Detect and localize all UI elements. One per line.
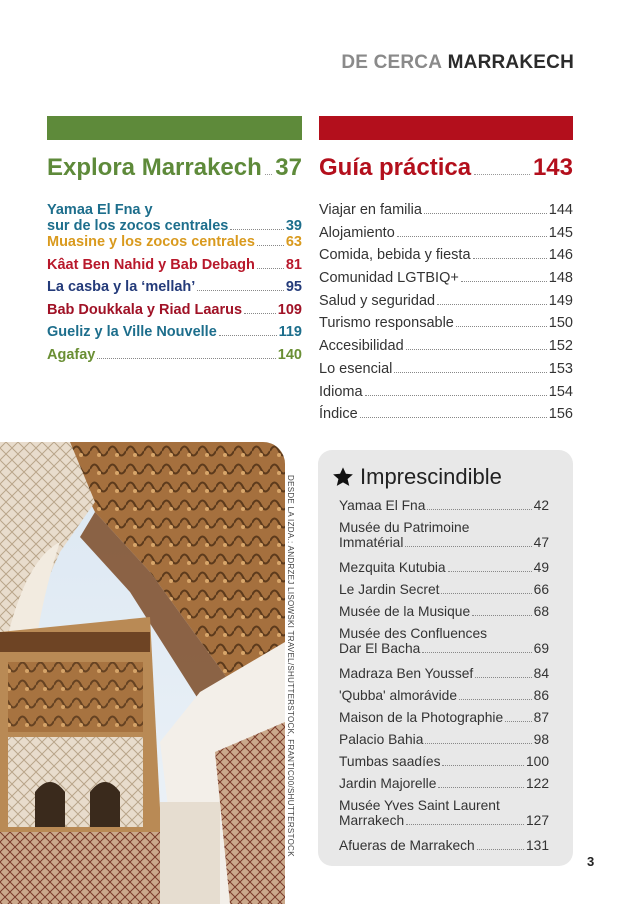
toc-entry[interactable]: Agafay 140 (47, 346, 302, 363)
toc-entry[interactable]: Alojamiento 145 (319, 224, 573, 241)
toc-entry[interactable]: Palacio Bahia 98 (339, 732, 549, 747)
must-see-toc (339, 498, 549, 860)
must-see-box (318, 450, 573, 866)
must-see-title: Imprescindible (360, 464, 502, 489)
toc-entry[interactable]: Lo esencial 153 (319, 360, 573, 377)
toc-entry[interactable]: La casba y la ‘mellah’ 95 (47, 279, 302, 295)
must-see-heading (332, 464, 502, 490)
toc-entry[interactable]: Le Jardin Secret 66 (339, 582, 549, 597)
explore-page: 37 (275, 154, 302, 181)
photo-credit: DESDE LA IZDA.: ANDRZEJ LISOWSKI TRAVEL/SHUTTERSTOCK, FRANTIC00/SHUTTERSTOCK (286, 475, 295, 857)
running-head-city: MARRAKECH (447, 52, 574, 73)
explore-toc (47, 202, 302, 369)
explore-heading[interactable] (47, 154, 302, 182)
page-number: 3 (587, 854, 595, 869)
toc-entry[interactable]: Musée Yves Saint Laurent Marrakech 127 (339, 798, 549, 828)
toc-entry[interactable]: Muasine y los zocos centrales 63 (47, 234, 302, 250)
explore-title: Explora Marrakech (47, 154, 262, 181)
toc-entry[interactable]: Accesibilidad 152 (319, 338, 573, 355)
toc-entry[interactable]: Idioma 154 (319, 383, 573, 400)
toc-entry[interactable]: Mezquita Kutubia 49 (339, 560, 549, 575)
toc-entry[interactable]: Comunidad LGTBIQ+ 148 (319, 270, 573, 287)
guide-title: Guía práctica (319, 154, 472, 181)
toc-entry[interactable]: Yamaa El Fna 42 (339, 498, 549, 513)
toc-entry[interactable]: Maison de la Photographie 87 (339, 710, 549, 725)
toc-entry[interactable]: 'Qubba' almorávide 86 (339, 688, 549, 703)
toc-entry[interactable]: Musée de la Musique 68 (339, 604, 549, 619)
toc-entry[interactable]: Kâat Ben Nahid y Bab Debagh 81 (47, 256, 302, 273)
toc-entry[interactable]: Afueras de Marrakech 131 (339, 838, 549, 853)
toc-entry[interactable]: Viajar en familia 144 (319, 202, 573, 218)
running-head (341, 52, 574, 74)
guide-color-bar (319, 116, 573, 140)
guide-heading[interactable] (319, 154, 573, 182)
toc-entry[interactable]: Musée du Patrimoine Immatérial 47 (339, 520, 549, 550)
star-icon (332, 466, 354, 488)
toc-entry[interactable]: Jardin Majorelle 122 (339, 776, 549, 791)
toc-entry[interactable]: Comida, bebida y fiesta 146 (319, 247, 573, 264)
toc-entry[interactable]: Bab Doukkala y Riad Laarus 109 (47, 301, 302, 318)
guide-toc (319, 202, 573, 429)
toc-entry[interactable]: Musée des Confluences Dar El Bacha 69 (339, 626, 549, 656)
toc-entry[interactable]: Índice 156 (319, 406, 573, 423)
toc-entry[interactable]: Turismo responsable 150 (319, 315, 573, 332)
toc-entry[interactable]: Gueliz y la Ville Nouvelle 119 (47, 324, 302, 340)
toc-entry[interactable]: Yamaa El Fna y sur de los zocos centrales 39 (47, 202, 302, 234)
running-head-prefix: DE CERCA (341, 52, 443, 73)
toc-entry[interactable]: Madraza Ben Youssef 84 (339, 666, 549, 681)
toc-entry[interactable]: Tumbas saadíes 100 (339, 754, 549, 769)
madrasa-photo (0, 442, 285, 904)
explore-color-bar (47, 116, 302, 140)
toc-entry[interactable]: Salud y seguridad 149 (319, 292, 573, 309)
guide-page: 143 (532, 154, 573, 181)
